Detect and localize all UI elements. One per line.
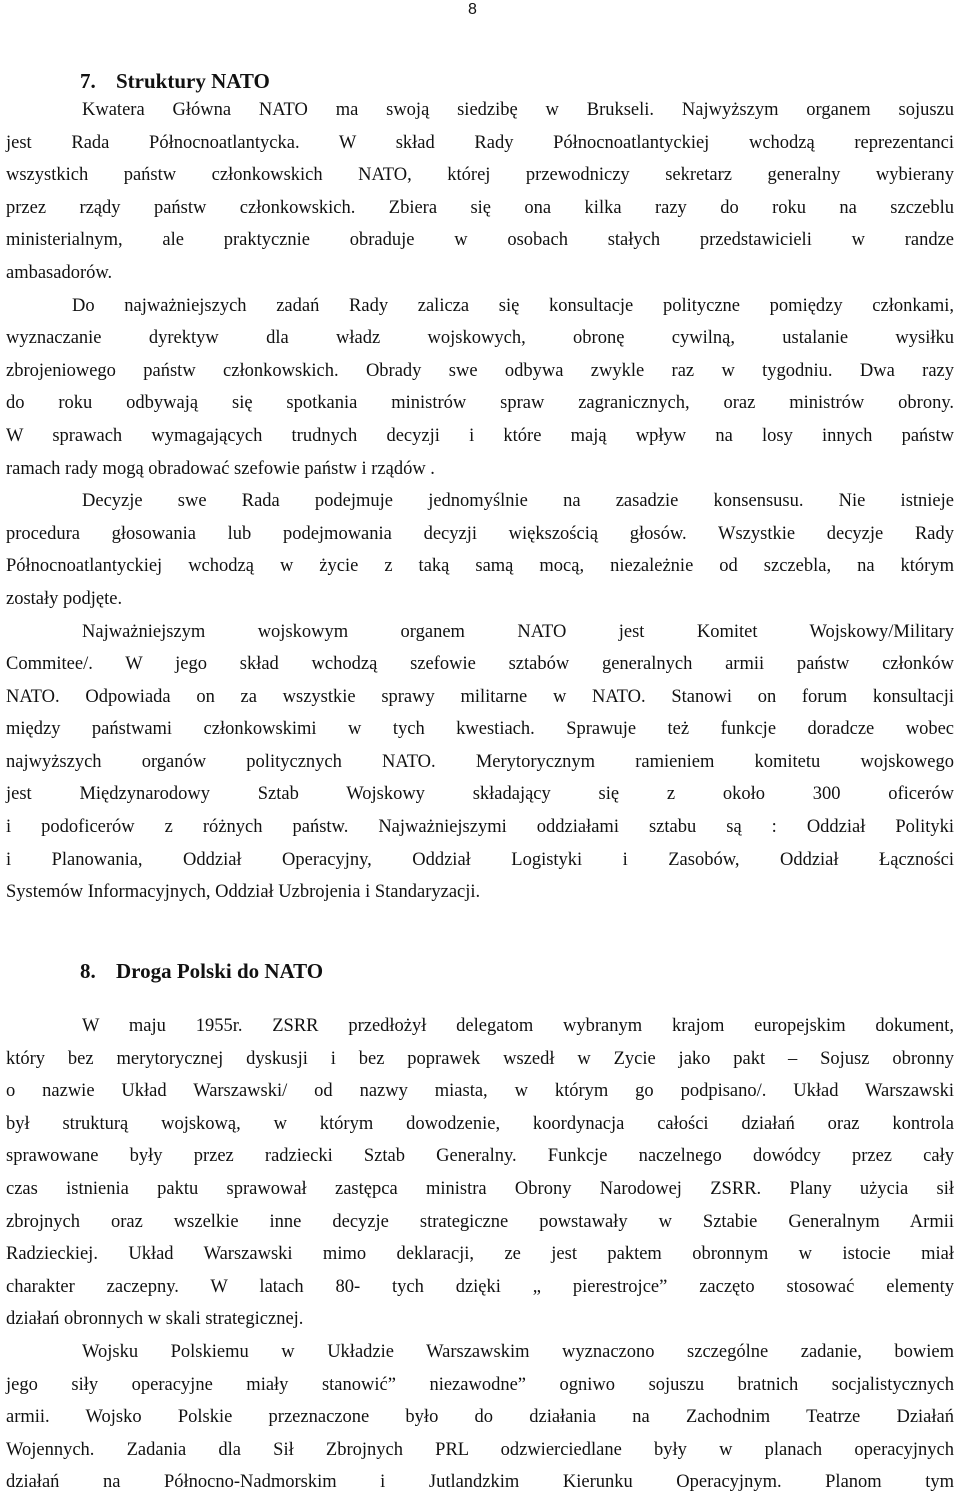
text-line: przez rządy państw członkowskich. Zbiera się ona kilka razy do roku na szczeblu (6, 197, 954, 218)
text-line: W sprawach wymagających trudnych decyzji i które mają wpływ na losy innych państw (6, 425, 954, 446)
text-line: był strukturą wojskową, w którym dowodzenie, koordynacja całości działań oraz kontrola (6, 1113, 954, 1134)
text-line: czas istnienia paktu sprawował zastępca ministra Obrony Narodowej ZSRR. Plany użycia sił (6, 1178, 954, 1199)
text-line: zbrojeniowego państw członkowskich. Obrady swe odbywa zwykle raz w tygodniu. Dwa razy (6, 360, 954, 381)
text-line: Wojennych. Zadania dla Sił Zbrojnych PRL odzwierciedlane były w planach operacyjnych (6, 1439, 954, 1460)
text-line: NATO. Odpowiada on za wszystkie sprawy militarne w NATO. Stanowi on forum konsultacji (6, 686, 954, 707)
text-line: jest Międzynarodowy Sztab Wojskowy składający się z około 300 oficerów (6, 784, 954, 805)
text-line: o nazwie Układ Warszawski/ od nazwy miasta, w którym go podpisano/. Układ Warszawski (6, 1081, 954, 1102)
text-line: ambasadorów. (6, 262, 113, 283)
text-line: Decyzje swe Rada podejmuje jednomyślnie na zasadzie konsensusu. Nie istnieje (82, 491, 954, 512)
text-line: jest Rada Północnoatlantycka. W skład Rady Północnoatlantyckiej wchodzą reprezentanci (6, 132, 954, 153)
text-line: do roku odbywają się spotkania ministrów spraw zagranicznych, oraz ministrów obrony. (6, 393, 954, 414)
section-8-heading (80, 958, 323, 984)
text-line: działań obronnych w skali strategicznej. (6, 1309, 304, 1330)
text-line: ministerialnym, ale praktycznie obraduje w osobach stałych przedstawicieli w randze (6, 230, 954, 251)
text-line: zbrojnych oraz wszelkie inne decyzje strategiczne powstawały w Sztabie Generalnym Armii (6, 1211, 954, 1232)
section-8-title: Droga Polski do NATO (116, 959, 324, 983)
section-8-number: 8. (80, 959, 96, 983)
text-line: i Planowania, Oddział Operacyjny, Oddział Logistyki i Zasobów, Oddział Łączności (6, 849, 954, 870)
text-line: ramach rady mogą obradować szefowie państw i rządów . (6, 458, 435, 479)
text-line: jego siły operacyjne miały stanowić” niezawodne” ogniwo sojuszu bratnich socjalistycznych (6, 1374, 954, 1395)
section-7-body (6, 94, 954, 909)
text-line: Najważniejszym wojskowym organem NATO jest Komitet Wojskowy/Military (82, 621, 954, 642)
text-line: Systemów Informacyjnych, Oddział Uzbrojenia i Standaryzacji. (6, 882, 481, 903)
text-line: sprawowane były przez radziecki Sztab Generalny. Funkcje naczelnego dowódcy przez cały (6, 1146, 954, 1167)
section-8-body (6, 1010, 954, 1499)
text-line: zostały podjęte. (6, 588, 123, 609)
text-line: procedura głosowania lub podejmowania decyzji większością głosów. Wszystkie decyzje Rady (6, 523, 954, 544)
text-line: Północnoatlantyckiej wchodzą w życie z taką samą mocą, niezależnie od szczebla, na którym (6, 556, 954, 577)
text-line: i podoficerów z różnych państw. Najważniejszymi oddziałami sztabu są : Oddział Polityki (6, 817, 954, 838)
text-line: najwyższych organów politycznych NATO. Merytorycznym ramieniem komitetu wojskowego (6, 751, 954, 772)
section-7-heading (80, 68, 270, 94)
text-line: Kwatera Główna NATO ma swoją siedzibę w Brukseli. Najwyższym organem sojuszu (82, 100, 954, 120)
text-line: Commitee/. W jego skład wchodzą szefowie sztabów generalnych armii państw członków (6, 654, 954, 675)
text-line: armii. Wojsko Polskie przeznaczone było do działania na Zachodnim Teatrze Działań (6, 1407, 954, 1428)
text-line: działań na Północno-Nadmorskim i Jutlandzkim Kierunku Operacyjnym. Planom tym (6, 1472, 954, 1493)
text-line: Radzieckiej. Układ Warszawski mimo deklaracji, ze jest paktem obronnym w istocie miał (6, 1244, 954, 1265)
text-line: który bez merytorycznej dyskusji i bez poprawek wszedł w Zycie jako pakt – Sojusz obronny (6, 1048, 954, 1069)
text-line: Wojsku Polskiemu w Układzie Warszawskim wyznaczono szczególne zadanie, bowiem (82, 1341, 954, 1362)
text-line: Do najważniejszych zadań Rady zalicza się konsultacje polityczne pomiędzy członkami, (72, 295, 954, 316)
section-7-number: 7. (80, 69, 96, 93)
text-line: W maju 1955r. ZSRR przedłożył delegatom wybranym krajom europejskim dokument, (82, 1016, 954, 1036)
section-7-title: Struktury NATO (116, 69, 270, 93)
text-line: wszystkich państw członkowskich NATO, której przewodniczy sekretarz generalny wybierany (6, 165, 954, 186)
text-line: wyznaczanie dyrektyw dla władz wojskowych, obronę cywilną, ustalanie wysiłku (6, 328, 954, 349)
text-line: między państwami członkowskimi w tych kwestiach. Sprawuje też funkcje doradcze wobec (6, 719, 954, 740)
page-number: 8 (468, 1, 477, 18)
text-line: charakter zaczepny. W latach 80- tych dzięki „ pierestrojce” zaczęto stosować elementy (6, 1276, 954, 1297)
